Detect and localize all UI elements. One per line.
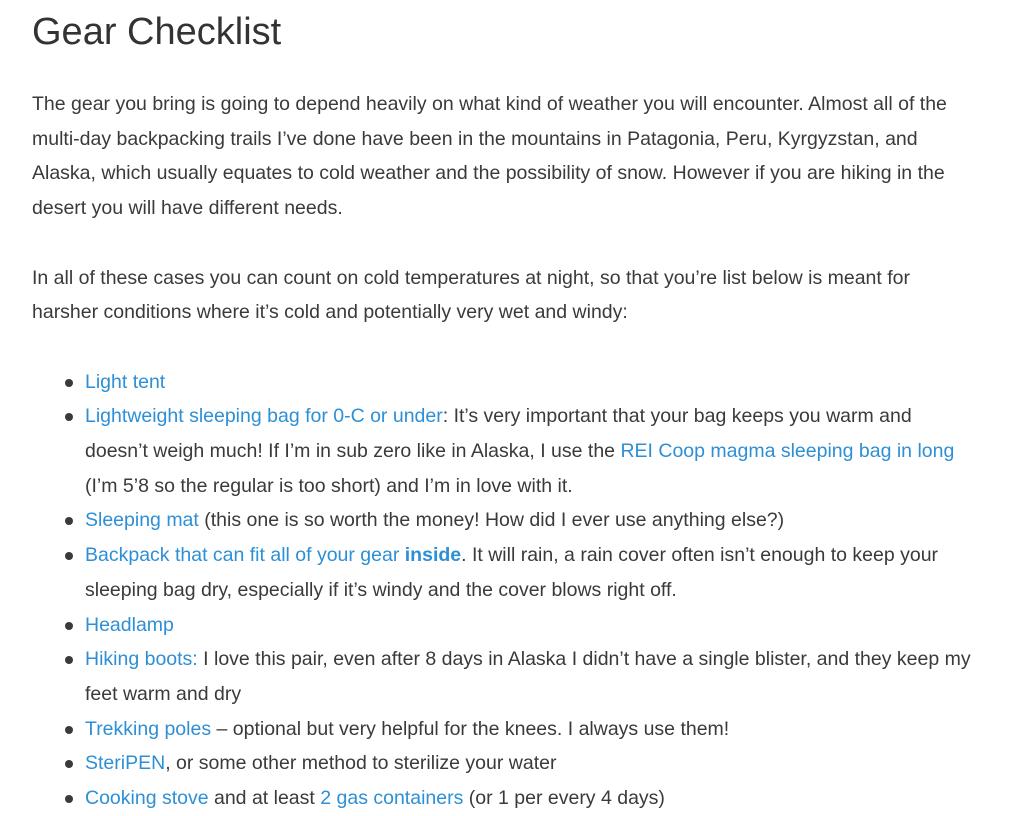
list-item-trekking-poles xyxy=(85,712,972,747)
steripen-link[interactable]: SteriPEN xyxy=(85,752,166,775)
rei-magma-link[interactable]: REI Coop magma sleeping bag in long xyxy=(620,440,955,462)
backpack-link-text: Backpack that can fit all of your gear xyxy=(85,544,405,567)
list-item-sleeping-bag xyxy=(85,399,972,503)
sleeping-mat-link[interactable]: Sleeping mat xyxy=(85,509,199,532)
backpack-link-bold: inside xyxy=(404,544,462,567)
hiking-boots-text: I love this pair, even after 8 days in Alaska I didn’t have a single blister, and they keep my feet warm and dry xyxy=(85,648,971,705)
cooking-stove-text-2: (or 1 per every 4 days) xyxy=(463,787,665,810)
sleeping-mat-text: (this one is so worth the money! How did I ever use anything else?) xyxy=(198,509,785,532)
headlamp-link[interactable]: Headlamp xyxy=(85,613,174,636)
cooking-stove-link[interactable]: Cooking stove xyxy=(85,787,209,810)
gear-list xyxy=(32,365,972,816)
sleeping-bag-text: : It’s very important that your bag keeps you warm and doesn’t weigh much! If I’m in sub zero like in Alaska, I use the xyxy=(85,405,912,462)
light-tent-link[interactable]: Light tent xyxy=(85,370,166,393)
sleeping-bag-text-2: (I’m 5’8 so the regular is too short) and I’m in love with it. xyxy=(85,474,573,497)
cooking-stove-text: and at least xyxy=(208,787,321,810)
list-item-steripen xyxy=(85,746,972,781)
list-item-headlamp xyxy=(85,608,972,643)
backpack-link[interactable] xyxy=(85,544,461,566)
list-item-backpack xyxy=(85,538,972,607)
trekking-poles-link[interactable]: Trekking poles xyxy=(85,717,212,740)
intro-paragraph: The gear you bring is going to depend heavily on what kind of weather you will encounter. Almost all of the multi-day backpacking trails I’ve done have been in the mountains in Patagonia, Peru, Kyrgyzstan, and Alaska, which usually equates to cold weather and the possibility of snow. However if you are hiking in the desert you will have different needs. xyxy=(32,93,947,220)
gas-containers-link[interactable]: 2 gas containers xyxy=(320,787,464,810)
page-title: Gear Checklist xyxy=(32,11,282,53)
list-item-hiking-boots xyxy=(85,642,972,711)
list-item-cooking-stove xyxy=(85,781,972,816)
steripen-text: , or some other method to sterilize your water xyxy=(165,752,557,775)
trekking-poles-text: – optional but very helpful for the knees. I always use them! xyxy=(211,717,730,740)
list-item-light-tent xyxy=(85,365,972,400)
conditions-paragraph: In all of these cases you can count on cold temperatures at night, so that you’re list below is meant for harsher conditions where it’s cold and potentially very wet and windy: xyxy=(32,266,910,324)
hiking-boots-link[interactable]: Hiking boots: xyxy=(85,648,198,671)
sleeping-bag-link[interactable]: Lightweight sleeping bag for 0-C or under xyxy=(85,405,443,428)
backpack-text: . It will rain, a rain cover often isn’t enough to keep your sleeping bag dry, especially if it’s windy and the cover blows right off. xyxy=(85,544,939,601)
list-item-sleeping-mat xyxy=(85,503,972,538)
